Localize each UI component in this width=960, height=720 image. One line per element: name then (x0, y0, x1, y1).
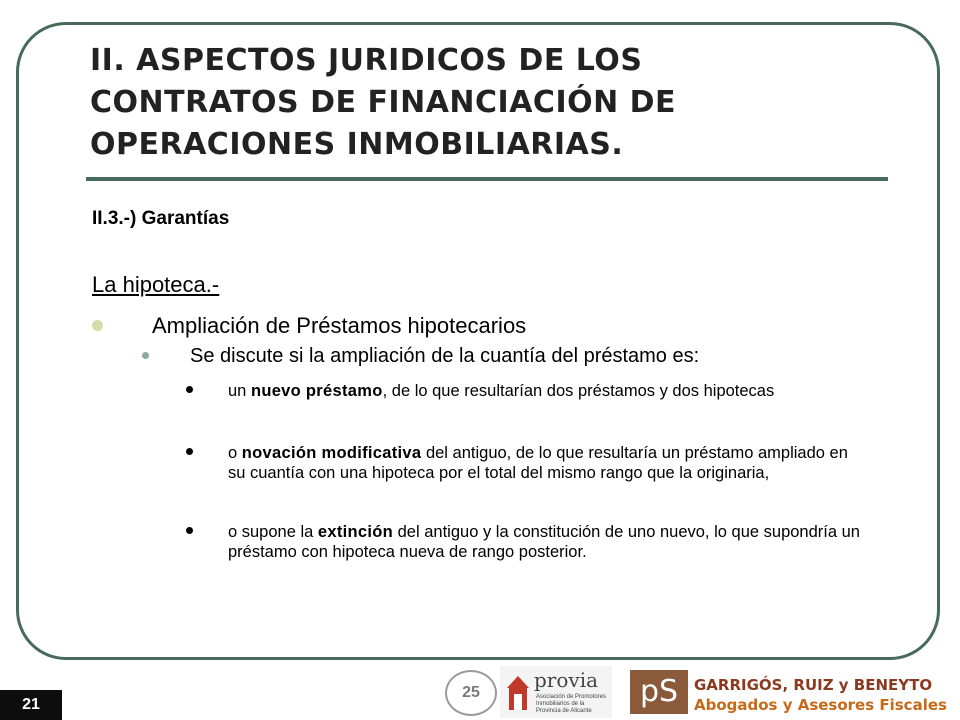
bullet-level3-text: un nuevo préstamo, de lo que resultarían dos préstamos y dos hipotecas (228, 382, 775, 400)
bullet-level3-text: o supone la extinción del antiguo y la constitución de uno nuevo, lo que supondría un préstamo con hipoteca nueva de rango posterior. (228, 523, 860, 561)
bullet-level3-text: o novación modificativa del antiguo, de lo que resultaría un préstamo ampliado en su cuantía con una hipoteca por el total del mismo rango que la originaria, (228, 444, 848, 482)
firm-name: GARRIGÓS, RUIZ y BENEYTO (694, 676, 933, 694)
provia-house-icon (505, 672, 531, 712)
page-number: 21 (0, 690, 62, 720)
firm-tagline: Abogados y Asesores Fiscales (694, 696, 947, 714)
bullet-level1-text: Ampliación de Préstamos hipotecarios (152, 313, 527, 338)
bullet-level2-text: Se discute si la ampliación de la cuantía del préstamo es: (190, 345, 700, 367)
anniversary-seal-logo: 25 (445, 670, 497, 716)
provia-name: provia (534, 668, 599, 692)
bullet-emphasis: extinción (317, 523, 394, 541)
bullet-emphasis: nuevo préstamo (250, 382, 383, 400)
title-divider (86, 177, 888, 181)
subheading: II.3.-) Garantías (92, 208, 230, 229)
bullet-dot-level3 (186, 448, 193, 455)
bullet-dot-level3 (186, 527, 193, 534)
bullet-dot-level3 (186, 386, 193, 393)
bullet-emphasis: novación modificativa (241, 444, 422, 462)
slide-title: II. ASPECTOS JURIDICOS DE LOS CONTRATOS DE FINANCIACIÓN DE OPERACIONES INMOBILIARIAS. (90, 43, 677, 162)
bullet-dot-level2 (142, 352, 149, 359)
section-heading: La hipoteca.- (92, 272, 220, 297)
bullet-dot-level1 (92, 320, 103, 331)
firm-logo: pS (630, 670, 688, 714)
provia-subtitle: Asociación de Promotores Inmobiliarios de la Provincia de Alicante (536, 694, 607, 714)
